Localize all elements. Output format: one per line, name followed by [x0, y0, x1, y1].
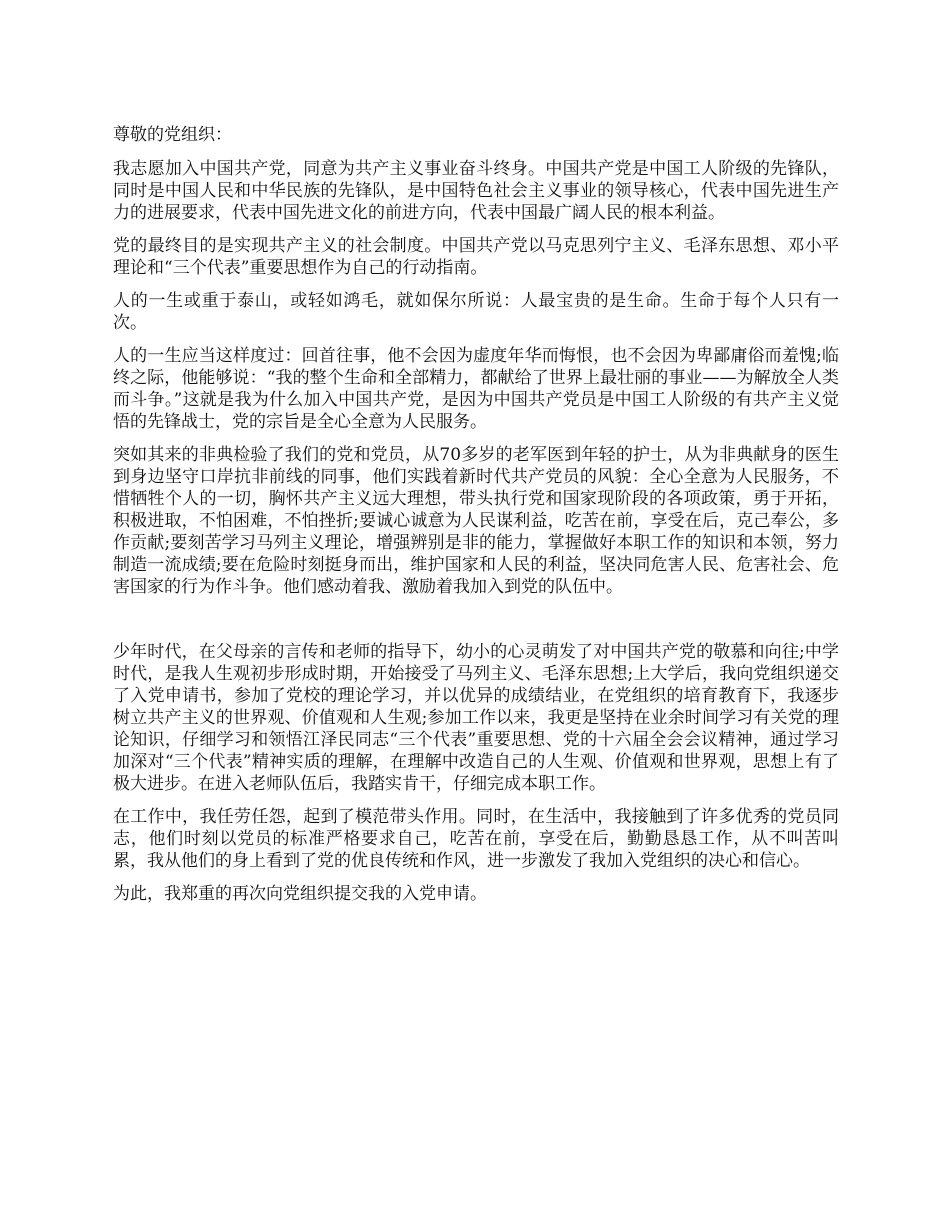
- salutation: 尊敬的党组织：: [113, 125, 232, 145]
- paragraph-closing: 为此，我郑重的再次向党组织提交我的入党申请。: [113, 884, 487, 904]
- section-gap: [113, 609, 839, 641]
- paragraph-party-goal: 党的最终目的是实现共产主义的社会制度。中国共产党以马克思列宁主义、毛泽东思想、邓小平理论和“三个代表”重要思想作为自己的行动指南。: [113, 236, 839, 278]
- paragraph-growth: 少年时代，在父母亲的言传和老师的指导下，幼小的心灵萌发了对中国共产党的敬慕和向往;中学时代，是我人生观初步形成时期，开始接受了马列主义、毛泽东思想;上大学后，我向党组织递交了入党申请书，参加了党校的理论学习，并以优异的成绩结业，在党组织的培育教育下，我逐步树立共产主义的世界观、价值观和人生观;参加工作以来，我更是坚持在业余时间学习有关党的理论知识，仔细学习和领悟江泽民同志“三个代表”重要思想、党的十六届全会会议精神，通过学习加深对“三个代表”精神实质的理解，在理解中改造自己的人生观、价值观和世界观，思想上有了极大进步。在进入老师队伍后，我踏实肯干，仔细完成本职工作。: [113, 642, 839, 794]
- paragraph-life-purpose: 人的一生应当这样度过：回首往事，他不会因为虚度年华而悔恨，也不会因为卑鄙庸俗而羞愧;临终之际，他能够说：“我的整个生命和全部精力，都献给了世界上最壮丽的事业——为解放全人类而斗争。”这就是我为什么加入中国共产党，是因为中国共产党员是中国工人阶级的有共产主义觉悟的先锋战士，党的宗旨是全心全意为人民服务。: [113, 346, 839, 432]
- application-letter: [113, 124, 839, 916]
- paragraph-sars-example: 突如其来的非典检验了我们的党和党员，从70多岁的老军医到年轻的护士，从为非典献身的医生到身边坚守口岸抗非前线的同事，他们实践着新时代共产党员的风貌：全心全意为人民服务，不惜牺牲个人的一切，胸怀共产主义远大理想，带头执行党和国家现阶段的各项政策，勇于开拓，积极进取，不怕困难，不怕挫折;要诚心诚意为人民谋利益，吃苦在前，享受在后，克己奉公，多作贡献;要刻苦学习马列主义理论，增强辨别是非的能力，掌握做好本职工作的知识和本领，努力制造一流成绩;要在危险时刻挺身而出，维护国家和人民的利益，坚决同危害人民、危害社会、危害国家的行为作斗争。他们感动着我、激励着我加入到党的队伍中。: [113, 445, 839, 597]
- paragraph-pledge: 我志愿加入中国共产党，同意为共产主义事业奋斗终身。中国共产党是中国工人阶级的先锋队，同时是中国人民和中华民族的先锋队，是中国特色社会主义事业的领导核心，代表中国先进生产力的进展要求，代表中国先进文化的前进方向，代表中国最广阔人民的根本利益。: [113, 159, 839, 223]
- paragraph-life-value: 人的一生或重于泰山，或轻如鸿毛，就如保尔所说：人最宝贵的是生命。生命于每个人只有一次。: [113, 291, 839, 333]
- paragraph-work: 在工作中，我任劳任怨，起到了模范带头作用。同时，在生活中，我接触到了许多优秀的党员同志，他们时刻以党员的标准严格要求自己，吃苦在前，享受在后，勤勤恳恳工作，从不叫苦叫累，我从他们的身上看到了党的优良传统和作风，进一步激发了我加入党组织的决心和信心。: [113, 807, 839, 871]
